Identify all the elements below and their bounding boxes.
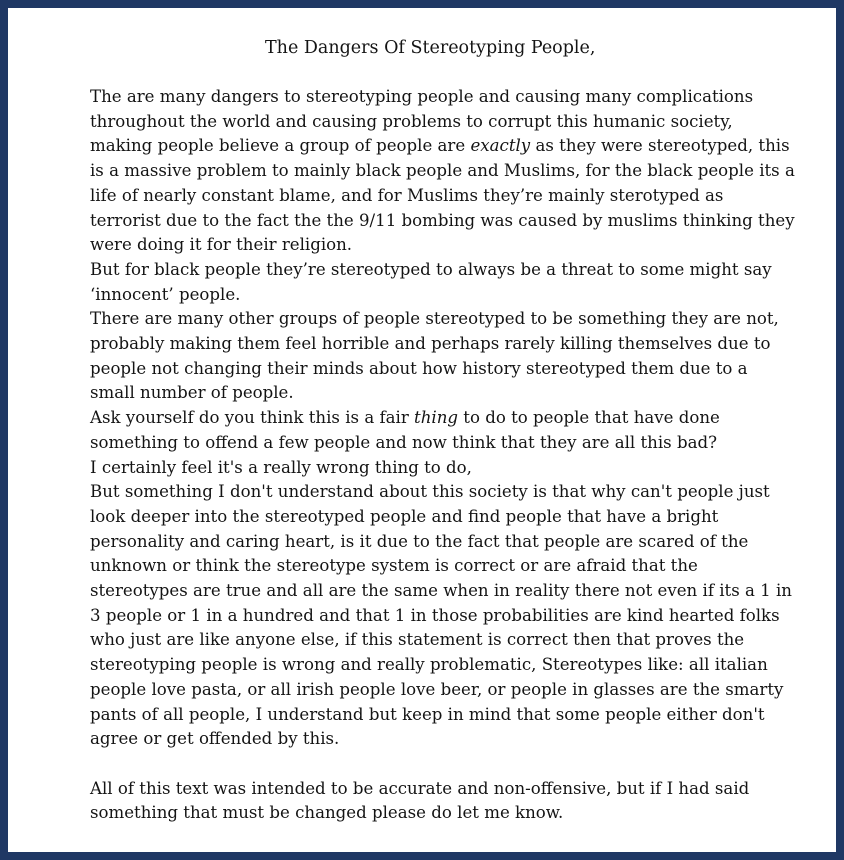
paragraph-3: There are many other groups of people stereotyped to be something they are not, probably making them feel horrible and perhaps rarely killing themselves due to people not changing their minds about how history stereotyped them due to a small number of people. — [90, 309, 779, 403]
paragraph-4-text-b: to do to people that have done something to offend a few people and now think that they are all this bad? — [90, 408, 720, 452]
paragraph-spacer — [90, 752, 796, 777]
paragraph-4 — [90, 406, 796, 455]
paragraph-6: But something I don't understand about this society is that why can't people just look deeper into the stereotyped people and find people that have a bright personality and caring heart, is it due to the fact that people are scared of the unknown or think the stereotype system is correct or are afraid that the stereotypes are true and all are the same when in reality there not even if its a 1 in 3 people or 1 in a hundred and that 1 in those probabilities are kind hearted folks who just are like anyone else, if this statement is correct then that proves the stereotyping people is wrong and really problematic, Stereotypes like: all italian people love pasta, or all irish people love beer, or people in glasses are the smarty pants of all people, I understand but keep in mind that some people either don't agree or get offended by this. — [90, 482, 792, 749]
paragraph-1 — [90, 85, 796, 258]
document-body — [90, 85, 796, 826]
paragraph-1-text-a: The are many dangers to stereotyping people and causing many complications throughout the world and causing problems to corrupt this humanic society, making people believe a group of people are — [90, 87, 754, 156]
paragraph-1-text-b: as they were stereotyped, this is a massive problem to mainly black people and Muslims, for the black people its a life of nearly constant blame, and for Muslims they’re mainly sterotyped as terrorist due to the fact the the 9/11 bombing was caused by muslims thinking they were doing it for their religion. — [90, 136, 795, 255]
document-page — [8, 8, 836, 852]
closing-note: All of this text was intended to be accurate and non-offensive, but if I had said something that must be changed please do let me know. — [90, 778, 750, 823]
paragraph-4-emphasis: thing — [414, 408, 459, 428]
paragraph-1-emphasis: exactly — [470, 136, 531, 156]
paragraph-2: But for black people they’re stereotyped to always be a threat to some might say ‘innocent’ people. — [90, 259, 772, 304]
paragraph-5: I certainly feel it's a really wrong thing to do, — [90, 457, 472, 477]
paragraph-4-text-a: Ask yourself do you think this is a fair — [90, 408, 415, 428]
document-title: The Dangers Of Stereotyping People, — [265, 38, 596, 58]
